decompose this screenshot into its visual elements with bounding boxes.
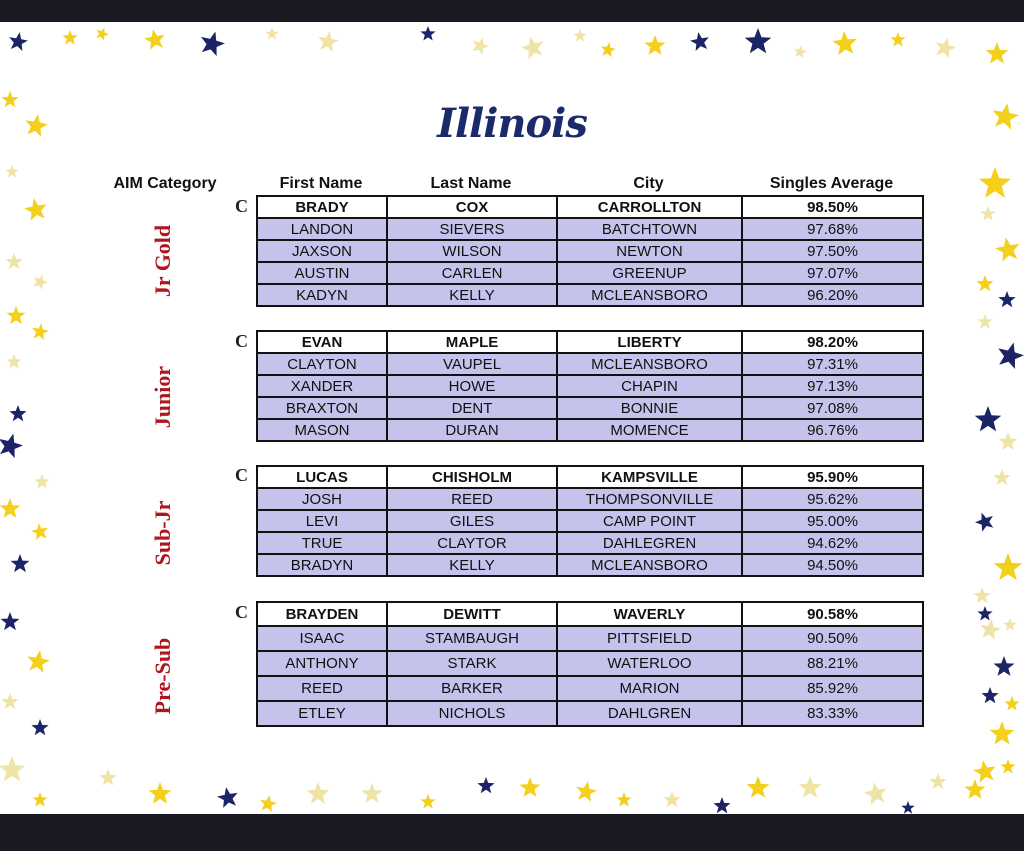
first-name: JOSH	[257, 488, 387, 510]
singles-average: 98.20%	[742, 331, 923, 353]
star-icon	[143, 27, 167, 50]
group-table-junior	[256, 330, 924, 442]
city: MCLEANSBORO	[557, 284, 742, 306]
captain-mark: C	[235, 331, 248, 351]
table-row	[257, 375, 923, 397]
star-icon	[362, 783, 383, 803]
table-row	[257, 626, 923, 651]
city: THOMPSONVILLE	[557, 488, 742, 510]
singles-average: 97.07%	[742, 262, 923, 284]
star-icon	[5, 165, 18, 178]
singles-average: 96.20%	[742, 284, 923, 306]
captain-mark: C	[235, 602, 248, 622]
star-icon	[30, 522, 50, 541]
star-icon	[265, 27, 278, 40]
star-icon	[1003, 618, 1016, 631]
roster-sheet	[0, 22, 1024, 814]
star-icon	[792, 44, 807, 59]
singles-average: 94.62%	[742, 532, 923, 554]
category-label-jr-gold: Jr Gold	[150, 224, 175, 298]
first-name: TRUE	[257, 532, 387, 554]
first-name: MASON	[257, 419, 387, 441]
captain-mark: C	[235, 465, 248, 485]
star-icon	[99, 769, 116, 785]
star-icon	[972, 758, 998, 783]
star-icon	[799, 776, 822, 798]
star-icon	[1004, 696, 1019, 711]
star-icon	[32, 792, 47, 807]
star-icon	[975, 406, 1002, 431]
singles-average: 95.90%	[742, 466, 923, 488]
first-name: AUSTIN	[257, 262, 387, 284]
captain-row	[257, 602, 923, 626]
group-table-sub-jr	[256, 465, 924, 577]
star-icon	[0, 430, 25, 459]
city: MARION	[557, 676, 742, 701]
last-name: HOWE	[387, 375, 557, 397]
last-name: STARK	[387, 651, 557, 676]
star-icon	[11, 554, 30, 572]
star-icon	[747, 776, 770, 798]
table-row	[257, 676, 923, 701]
singles-average: 96.76%	[742, 419, 923, 441]
table-row	[257, 532, 923, 554]
table-row	[257, 488, 923, 510]
first-name: LEVI	[257, 510, 387, 532]
star-icon	[316, 29, 340, 52]
last-name: DENT	[387, 397, 557, 419]
star-icon	[999, 432, 1018, 450]
table-row	[257, 397, 923, 419]
star-icon	[62, 30, 77, 45]
star-icon	[976, 275, 993, 291]
star-icon	[149, 782, 172, 804]
star-icon	[574, 779, 598, 802]
star-icon	[979, 167, 1011, 198]
last-name: CLAYTOR	[387, 532, 557, 554]
table-row	[257, 353, 923, 375]
star-icon	[994, 339, 1024, 370]
first-name: ETLEY	[257, 701, 387, 726]
city: MCLEANSBORO	[557, 353, 742, 375]
last-name: CARLEN	[387, 262, 557, 284]
star-icon	[0, 498, 21, 518]
star-icon	[31, 272, 50, 291]
table-row	[257, 262, 923, 284]
city: KAMPSVILLE	[557, 466, 742, 488]
first-name: LUCAS	[257, 466, 387, 488]
first-name: REED	[257, 676, 387, 701]
star-icon	[520, 777, 541, 797]
first-name: BRADYN	[257, 554, 387, 576]
star-icon	[994, 553, 1023, 580]
page-title: Illinois	[437, 100, 587, 147]
last-name: MAPLE	[387, 331, 557, 353]
table-row	[257, 554, 923, 576]
first-name: JAXSON	[257, 240, 387, 262]
star-icon	[616, 792, 631, 807]
singles-average: 97.13%	[742, 375, 923, 397]
star-icon	[30, 322, 50, 341]
header-last-name: Last Name	[430, 175, 512, 192]
last-name: COX	[387, 196, 557, 218]
star-icon	[994, 235, 1023, 262]
last-name: GILES	[387, 510, 557, 532]
city: DAHLEGREN	[557, 532, 742, 554]
last-name: KELLY	[387, 284, 557, 306]
last-name: CHISHOLM	[387, 466, 557, 488]
last-name: SIEVERS	[387, 218, 557, 240]
city: BONNIE	[557, 397, 742, 419]
star-icon	[977, 314, 992, 329]
table-row	[257, 419, 923, 441]
star-icon	[307, 782, 330, 804]
table-row	[257, 284, 923, 306]
last-name: DURAN	[387, 419, 557, 441]
captain-mark: C	[235, 196, 248, 216]
star-icon	[420, 794, 435, 809]
star-icon	[0, 756, 25, 781]
header-singles-average: Singles Average	[769, 175, 894, 192]
singles-average: 97.50%	[742, 240, 923, 262]
first-name: XANDER	[257, 375, 387, 397]
star-icon	[929, 773, 946, 789]
city: WAVERLY	[557, 602, 742, 626]
star-icon	[980, 206, 995, 221]
star-icon	[745, 28, 772, 53]
star-icon	[25, 648, 51, 673]
first-name: EVAN	[257, 331, 387, 353]
star-icon	[477, 777, 494, 793]
city: BATCHTOWN	[557, 218, 742, 240]
singles-average: 95.00%	[742, 510, 923, 532]
city: CAMP POINT	[557, 510, 742, 532]
first-name: BRAXTON	[257, 397, 387, 419]
star-icon	[34, 474, 49, 489]
group-table-pre-sub	[256, 601, 924, 727]
first-name: KADYN	[257, 284, 387, 306]
singles-average: 94.50%	[742, 554, 923, 576]
last-name: BARKER	[387, 676, 557, 701]
table-row	[257, 701, 923, 726]
last-name: REED	[387, 488, 557, 510]
star-icon	[890, 32, 905, 47]
star-icon	[94, 25, 111, 42]
singles-average: 97.08%	[742, 397, 923, 419]
star-icon	[31, 719, 48, 735]
star-icon	[645, 35, 666, 55]
star-icon	[469, 35, 491, 56]
star-icon	[573, 29, 586, 42]
star-icon	[216, 785, 240, 808]
star-icon	[981, 687, 998, 703]
table-row	[257, 651, 923, 676]
star-icon	[197, 28, 227, 57]
star-icon	[1000, 759, 1015, 774]
city: MOMENCE	[557, 419, 742, 441]
last-name: VAUPEL	[387, 353, 557, 375]
star-icon	[663, 791, 680, 807]
city: WATERLOO	[557, 651, 742, 676]
star-icon	[7, 306, 26, 324]
singles-average: 83.33%	[742, 701, 923, 726]
category-label-junior: Junior	[150, 365, 175, 429]
table-row	[257, 218, 923, 240]
star-icon	[832, 30, 859, 56]
first-name: BRADY	[257, 196, 387, 218]
star-icon	[901, 801, 914, 814]
first-name: CLAYTON	[257, 353, 387, 375]
first-name: BRAYDEN	[257, 602, 387, 626]
category-label-sub-jr: Sub-Jr	[150, 500, 175, 566]
singles-average: 97.31%	[742, 353, 923, 375]
star-icon	[990, 721, 1015, 745]
last-name: NICHOLS	[387, 701, 557, 726]
star-icon	[6, 354, 21, 369]
star-icon	[9, 405, 26, 421]
star-icon	[258, 794, 278, 813]
singles-average: 85.92%	[742, 676, 923, 701]
star-icon	[689, 31, 711, 52]
bottom-dark-bar	[0, 814, 1024, 851]
star-icon	[978, 617, 1002, 640]
star-icon	[23, 196, 49, 221]
star-icon	[1, 612, 20, 630]
last-name: STAMBAUGH	[387, 626, 557, 651]
captain-row	[257, 196, 923, 218]
singles-average: 98.50%	[742, 196, 923, 218]
star-icon	[863, 780, 889, 805]
captain-row	[257, 331, 923, 353]
singles-average: 90.50%	[742, 626, 923, 651]
last-name: KELLY	[387, 554, 557, 576]
star-icon	[519, 33, 547, 60]
city: PITTSFIELD	[557, 626, 742, 651]
header-aim-category: AIM Category	[113, 175, 217, 192]
city: LIBERTY	[557, 331, 742, 353]
city: MCLEANSBORO	[557, 554, 742, 576]
last-name: DEWITT	[387, 602, 557, 626]
singles-average: 88.21%	[742, 651, 923, 676]
header-first-name: First Name	[279, 175, 363, 192]
star-icon	[7, 31, 29, 52]
captain-row	[257, 466, 923, 488]
first-name: LANDON	[257, 218, 387, 240]
singles-average: 90.58%	[742, 602, 923, 626]
star-icon	[994, 656, 1015, 676]
star-icon	[1, 693, 18, 709]
star-icon	[973, 509, 997, 533]
city: CHAPIN	[557, 375, 742, 397]
table-row	[257, 510, 923, 532]
city: CARROLLTON	[557, 196, 742, 218]
star-icon	[977, 606, 992, 621]
star-icon	[599, 41, 616, 58]
star-icon	[5, 253, 22, 269]
star-icon	[993, 469, 1010, 485]
category-label-pre-sub: Pre-Sub	[150, 637, 175, 715]
star-icon	[973, 587, 990, 603]
city: NEWTON	[557, 240, 742, 262]
star-icon	[713, 797, 730, 813]
city: GREENUP	[557, 262, 742, 284]
header-city: City	[633, 175, 664, 192]
star-icon	[933, 35, 958, 60]
singles-average: 95.62%	[742, 488, 923, 510]
star-icon	[986, 42, 1009, 64]
last-name: WILSON	[387, 240, 557, 262]
group-table-jr-gold	[256, 195, 924, 307]
star-icon	[965, 779, 986, 799]
star-icon	[420, 26, 435, 41]
table-row	[257, 240, 923, 262]
first-name: ANTHONY	[257, 651, 387, 676]
first-name: ISAAC	[257, 626, 387, 651]
star-icon	[998, 291, 1015, 307]
top-dark-bar	[0, 0, 1024, 22]
city: DAHLGREN	[557, 701, 742, 726]
singles-average: 97.68%	[742, 218, 923, 240]
